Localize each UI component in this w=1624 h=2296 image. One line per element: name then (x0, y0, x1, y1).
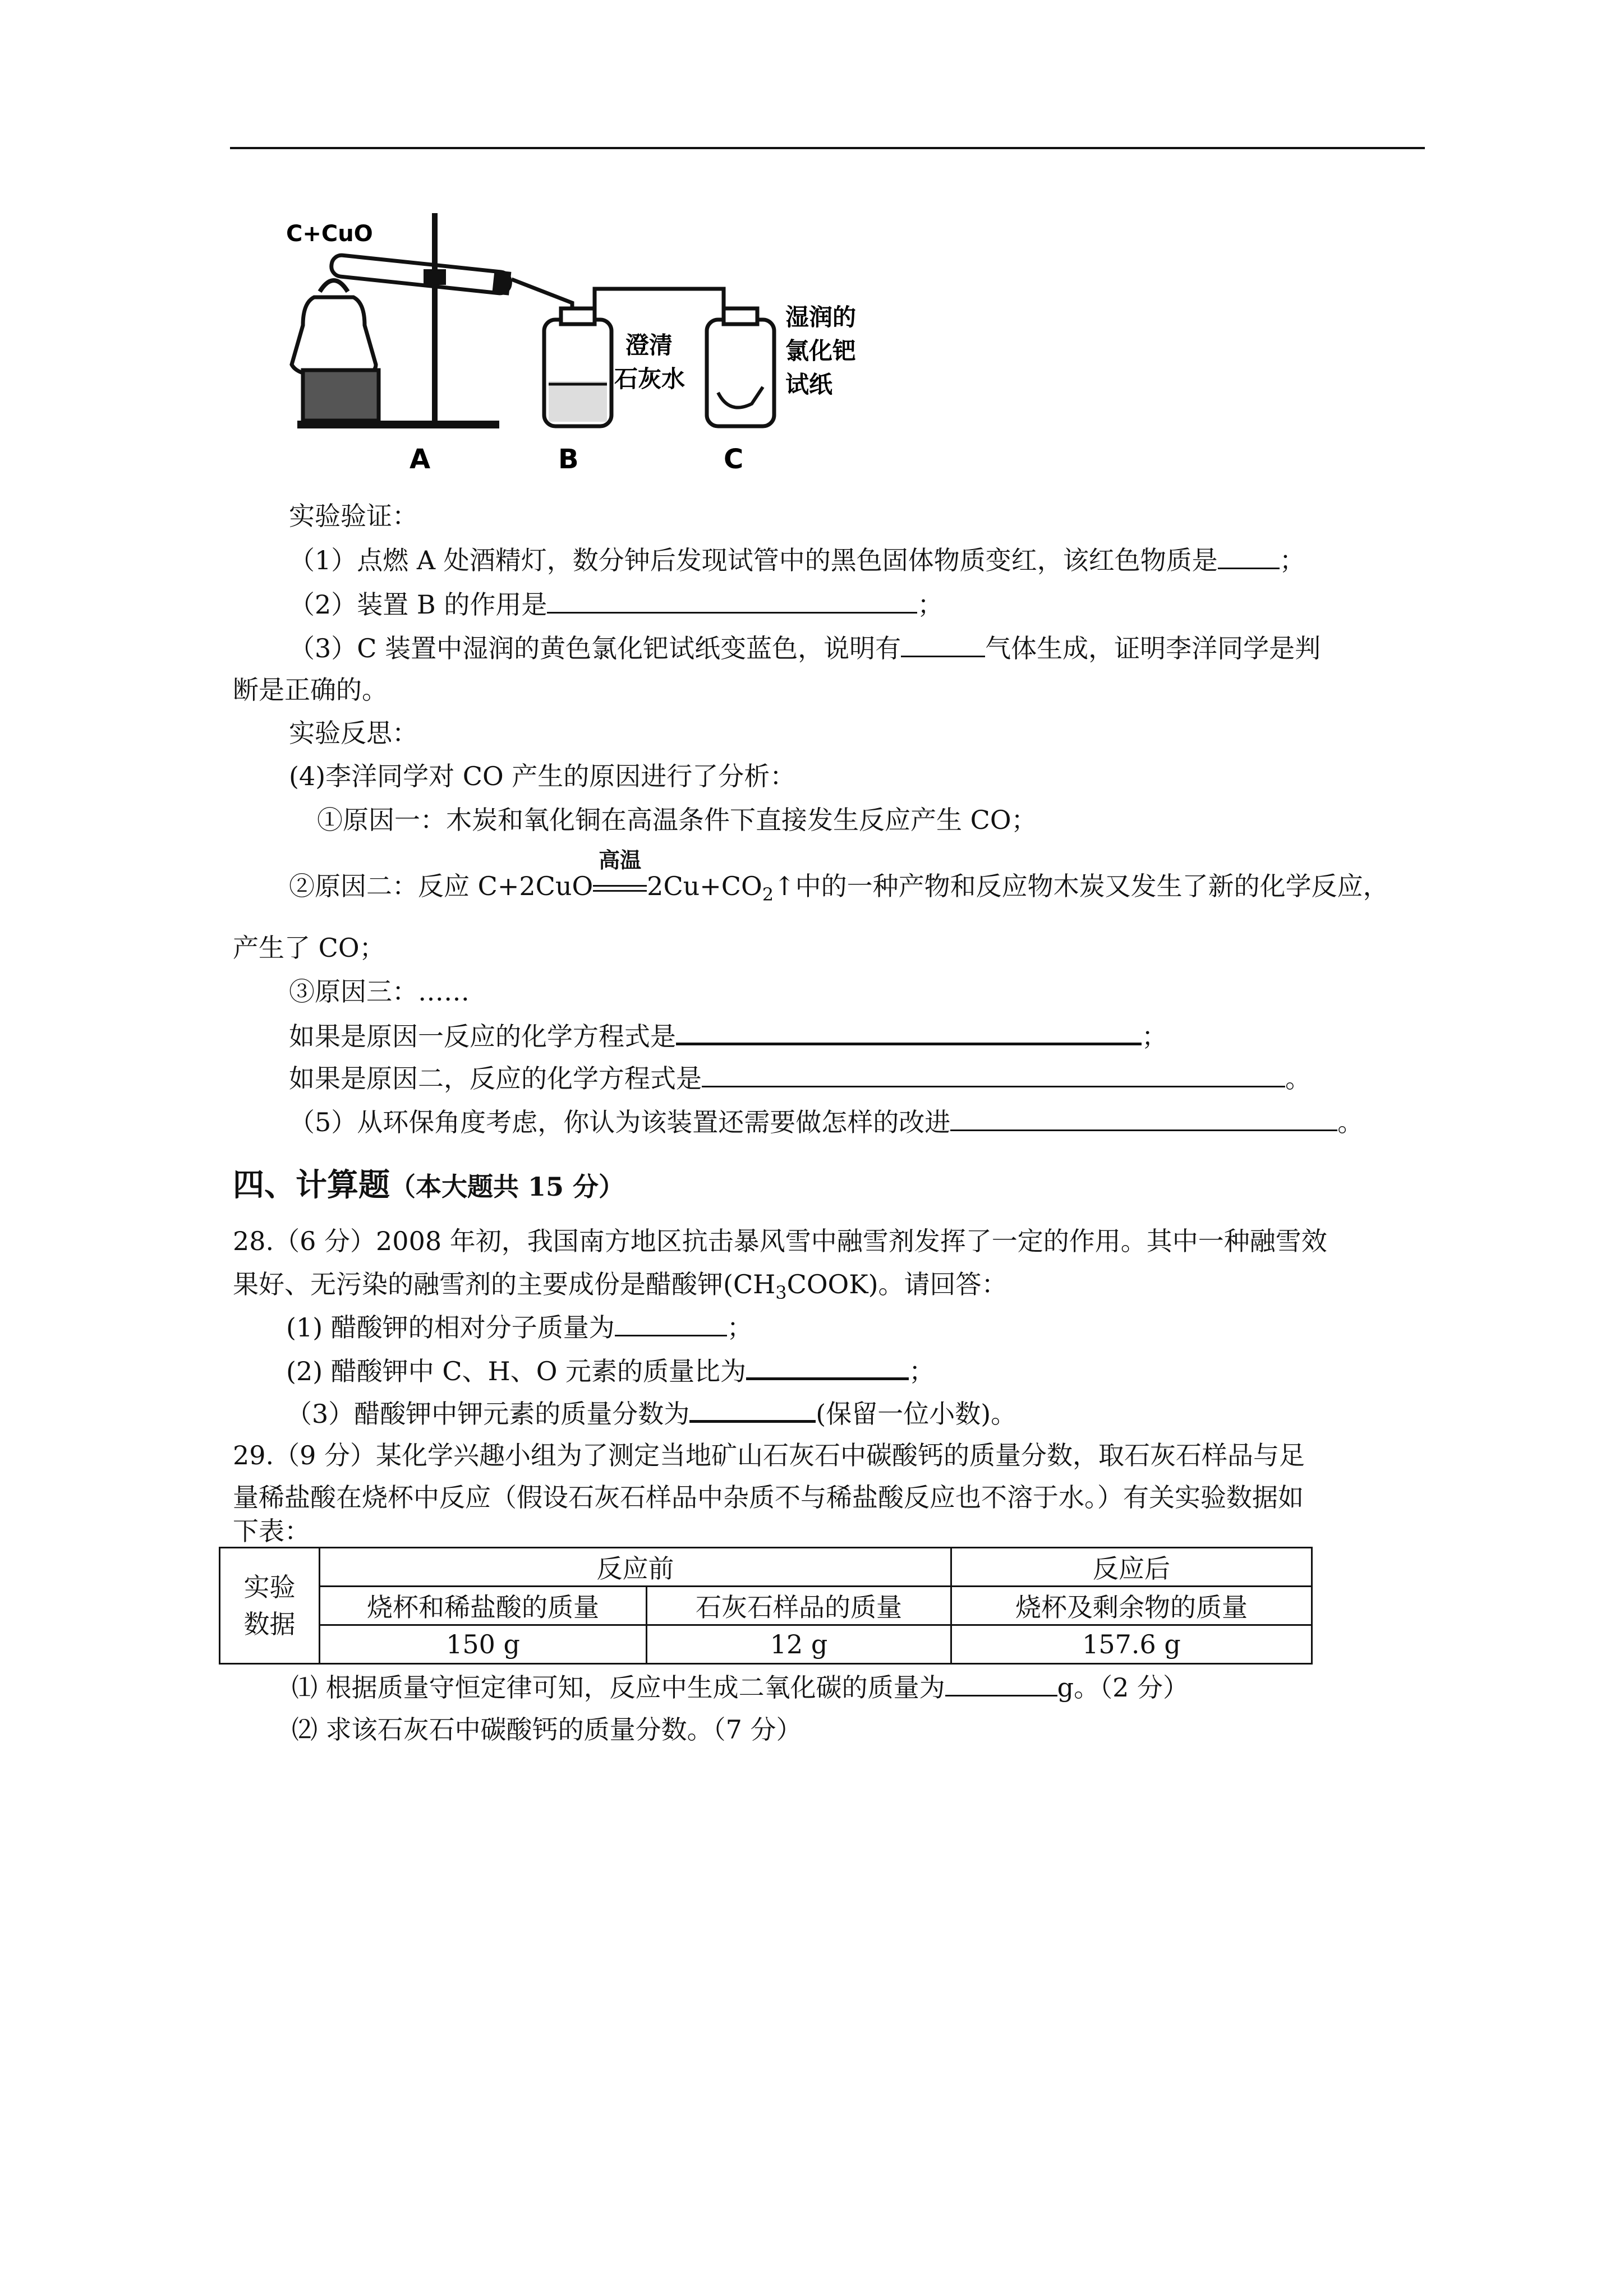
table-col-1: 烧杯和稀盐酸的质量 (320, 1587, 647, 1625)
answer-blank-2[interactable] (547, 587, 917, 614)
table-header-after: 反应后 (951, 1548, 1312, 1587)
bottle-c-label-1: 湿润的 (785, 303, 857, 331)
bottle-b-label-1: 澄清 (625, 331, 673, 359)
label-a: A (410, 444, 431, 475)
q29-sub-2: ⑵ 求该石灰石中碳酸钙的质量分数。（7 分） (292, 1714, 802, 1745)
answer-blank-eq2[interactable] (702, 1061, 1285, 1087)
reason-2-mid: 2Cu+CO (647, 871, 762, 901)
answer-blank-29-1[interactable] (945, 1670, 1057, 1696)
equation-2-end: 。 (1285, 1063, 1311, 1094)
question-1-text: （1）点燃 A 处酒精灯，数分钟后发现试管中的黑色固体物质变红，该红色物质是 (289, 545, 1218, 575)
table-row (220, 1548, 1312, 1587)
table-value-2: 12 g (647, 1625, 951, 1664)
equation-2-text: 如果是原因二，反应的化学方程式是 (289, 1063, 702, 1094)
q28-sub-2-end: ； (909, 1356, 935, 1386)
q28-line-1: 28.（6 分）2008 年初，我国南方地区抗击暴风雪中融雪剂发挥了一定的作用。其中一种融雪效 (233, 1226, 1327, 1256)
q28-sub-1-end: ； (726, 1312, 753, 1343)
table-row-label-1: 实验 (243, 1572, 296, 1602)
equation-1-text: 如果是原因一反应的化学方程式是 (289, 1021, 676, 1052)
reason-2-pre: ②原因二：反应 C+2CuO (289, 871, 594, 901)
verify-heading: 实验验证： (289, 501, 418, 531)
section-note: （本大题共 15 分） (390, 1172, 625, 1202)
q29-sub-1 (292, 1670, 1189, 1704)
answer-blank-3[interactable] (901, 631, 985, 657)
reagent-label: C+CuO (286, 221, 373, 247)
question-3-text-b: 气体生成，证明李洋同学是判 (985, 633, 1321, 663)
question-1 (289, 543, 1305, 577)
question-2-text: （2）装置 B 的作用是 (289, 589, 548, 620)
answer-blank-28-1[interactable] (615, 1310, 727, 1336)
question-5-text: （5）从环保角度考虑，你认为该装置还需要做怎样的改进 (289, 1107, 951, 1137)
q28-sub-3 (286, 1395, 1016, 1431)
q29-line-1: 29.（9 分）某化学兴趣小组为了测定当地矿山石灰石中碳酸钙的质量分数，取石灰石样品与足 (233, 1440, 1305, 1470)
reason-1: ①原因一：木炭和氧化铜在高温条件下直接发生反应产生 CO； (317, 805, 1037, 835)
table-value-1: 150 g (320, 1625, 647, 1664)
spirit-lamp (292, 280, 379, 421)
question-3 (289, 631, 1321, 665)
answer-blank-1[interactable] (1218, 543, 1280, 569)
table-row (220, 1625, 1312, 1664)
stand-rod (432, 213, 438, 423)
equation-1-end: ； (1142, 1021, 1167, 1052)
test-tube (330, 253, 512, 295)
delivery-tube-bc (595, 289, 724, 331)
label-b: B (558, 444, 579, 475)
table-row-label-2: 数据 (243, 1609, 296, 1639)
q28-sub-3-text: （3）醋酸钾中钾元素的质量分数为 (286, 1399, 690, 1429)
q28-sub-2 (286, 1353, 935, 1388)
table-col-2: 石灰石样品的质量 (647, 1587, 951, 1625)
q28-sub-1 (286, 1310, 753, 1344)
bottle-c (707, 308, 774, 426)
reaction-condition (593, 847, 647, 903)
stand-clamp (424, 269, 446, 285)
answer-blank-5[interactable] (950, 1105, 1337, 1131)
answer-blank-28-2[interactable] (746, 1353, 909, 1380)
question-2 (289, 587, 943, 621)
q29-sub-1-end: g。（2 分） (1057, 1672, 1189, 1703)
reaction-condition-label: 高温 (599, 847, 642, 873)
q28-sub-1-text: (1) 醋酸钾的相对分子质量为 (286, 1312, 615, 1343)
q29-sub-1-text: ⑴ 根据质量守恒定律可知，反应中生成二氧化碳的质量为 (292, 1672, 945, 1703)
q28-line-2-sub: 3 (775, 1282, 787, 1304)
label-c: C (724, 444, 744, 475)
reason-2-sub: 2 (762, 884, 774, 906)
question-3-cont: 断是正确的。 (233, 675, 388, 705)
table-row (220, 1587, 1312, 1625)
header-rule (230, 147, 1425, 149)
reflect-heading: 实验反思： (289, 718, 418, 748)
equation-2 (289, 1061, 1311, 1095)
q28-sub-3-end: (保留一位小数)。 (816, 1399, 1017, 1429)
reason-2-cont: 产生了 CO； (233, 933, 385, 963)
q28-line-2 (233, 1267, 1007, 1310)
bottle-c-label-3: 试纸 (785, 371, 833, 398)
q28-line-2-post: COOK)。请回答： (786, 1269, 1007, 1299)
q28-sub-2-text: (2) 醋酸钾中 C、H、O 元素的质量比为 (286, 1356, 747, 1386)
bottle-c-label-2: 氯化钯 (785, 337, 857, 365)
q29-line-2: 量稀盐酸在烧杯中反应（假设石灰石样品中杂质不与稀盐酸反应也不溶于水。）有关实验数据如 (233, 1482, 1304, 1513)
question-5 (289, 1105, 1363, 1139)
equals-sign (593, 882, 647, 895)
table-col-3: 烧杯及剩余物的质量 (951, 1587, 1312, 1625)
table-row-label (220, 1548, 320, 1664)
reason-2 (289, 847, 1389, 911)
equation-1 (289, 1018, 1167, 1053)
question-5-end: 。 (1337, 1107, 1364, 1137)
q29-line-3: 下表： (233, 1516, 310, 1546)
table-value-3: 157.6 g (951, 1625, 1312, 1664)
reason-3: ③原因三：…… (289, 976, 470, 1007)
question-3-text: （3）C 装置中湿润的黄色氯化钯试纸变蓝色，说明有 (289, 633, 901, 663)
section-heading (233, 1165, 624, 1206)
answer-blank-eq1[interactable] (676, 1018, 1142, 1045)
question-2-end: ； (917, 589, 944, 620)
answer-blank-28-3[interactable] (689, 1395, 816, 1423)
table-header-before: 反应前 (320, 1548, 951, 1587)
question-4: (4)李洋同学对 CO 产生的原因进行了分析： (289, 761, 796, 791)
q28-line-2-pre: 果好、无污染的融雪剂的主要成份是醋酸钾(CH (233, 1269, 776, 1299)
reason-2-post: ↑中的一种产物和反应物木炭又发生了新的化学反应， (774, 871, 1389, 901)
bottle-b (544, 308, 611, 426)
bottle-b-label-2: 石灰水 (614, 365, 686, 393)
question-1-end: ； (1279, 545, 1305, 575)
apparatus-diagram (280, 208, 914, 477)
section-title: 四、计算题 (233, 1167, 390, 1204)
experiment-data-table (219, 1547, 1313, 1665)
